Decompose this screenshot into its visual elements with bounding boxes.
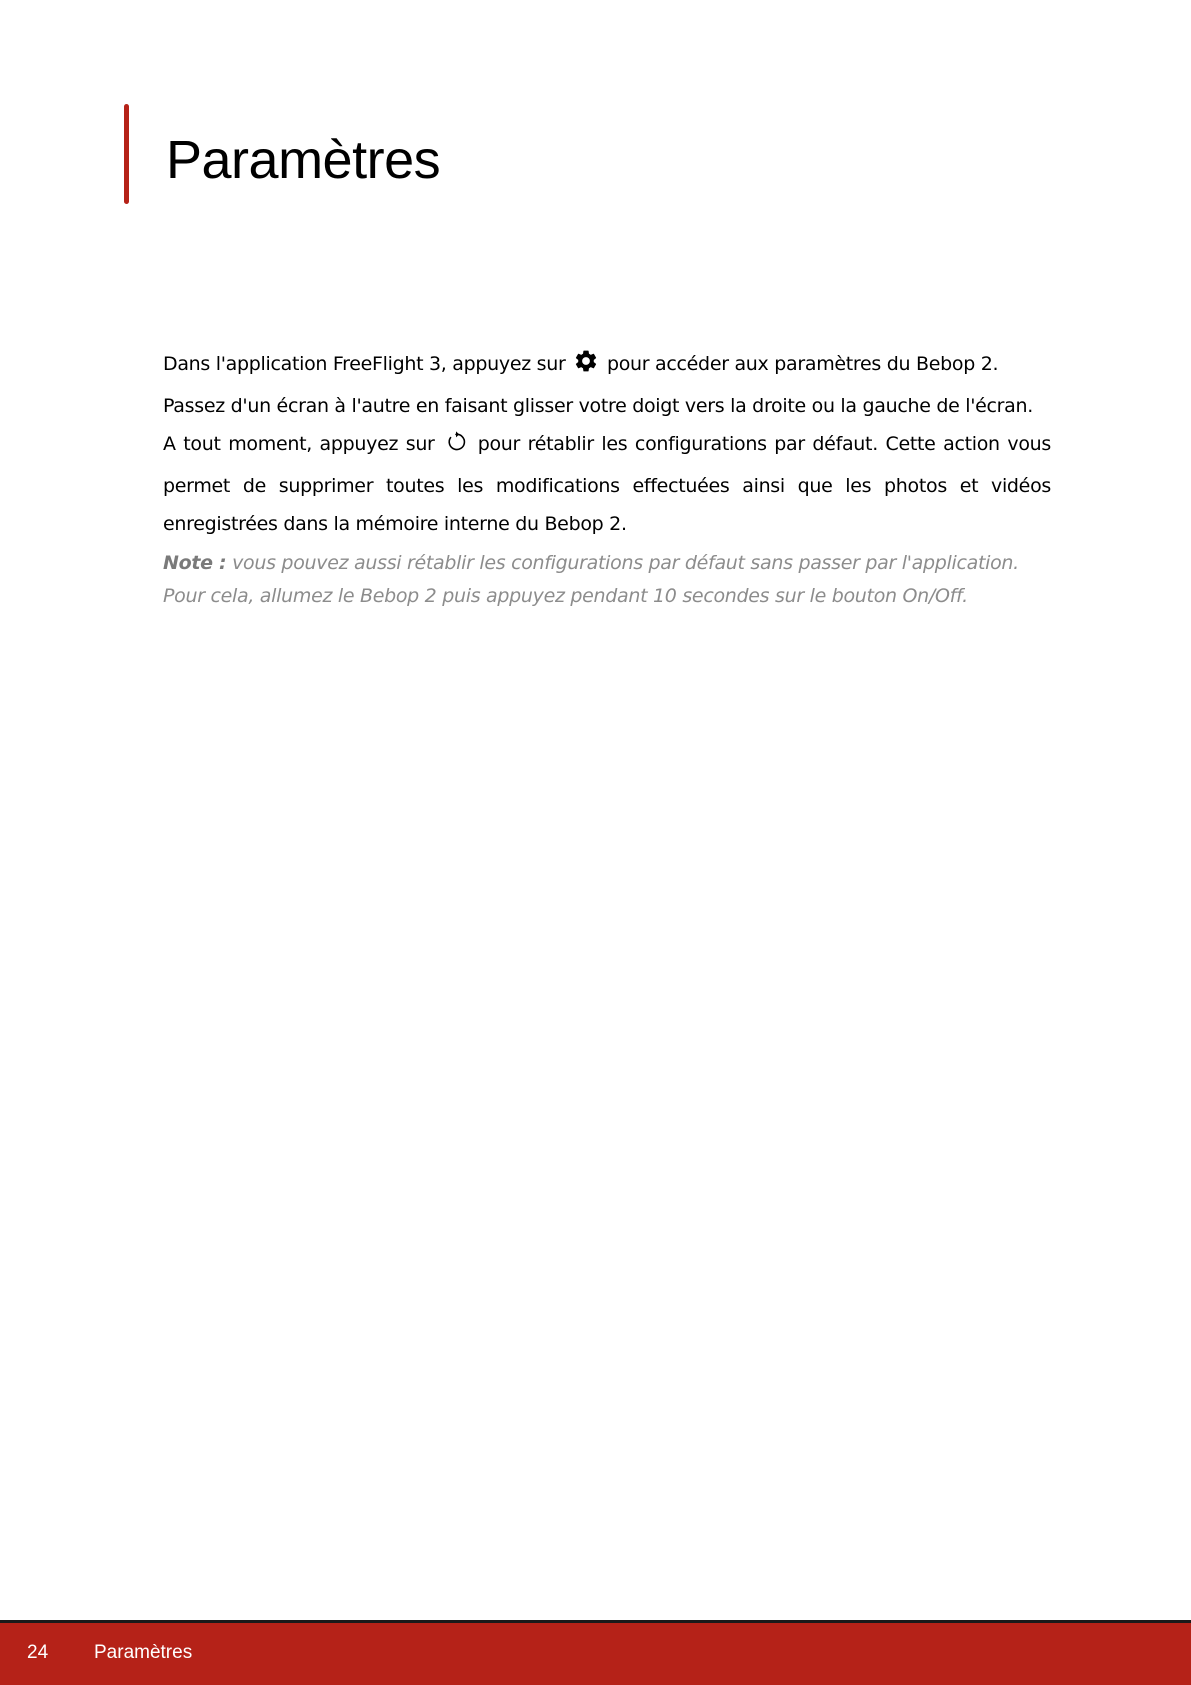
- paragraph-text: Dans l'application FreeFlight 3, appuyez sur: [163, 353, 572, 375]
- paragraph-swipe: Passez d'un écran à l'autre en faisant glisser votre doigt vers la droite ou la gauche de l'écran.: [163, 395, 1034, 417]
- reset-icon: [444, 429, 468, 467]
- note: [163, 547, 1051, 613]
- paragraph-text: A tout moment, appuyez sur: [163, 433, 443, 455]
- gear-icon: [573, 348, 599, 387]
- page-number: 24: [27, 1642, 49, 1663]
- paragraph-reset: [163, 425, 1051, 543]
- paragraph-text: pour rétablir les configurations par défaut. Cette action vous permet de supprimer toutes les modifications effectuées ainsi que les photos et vidéos enregistrées dans la mémoire interne du Bebop 2.: [163, 433, 1051, 535]
- footer-section-title: Paramètres: [94, 1642, 193, 1663]
- title-accent-bar: [124, 104, 129, 204]
- paragraph-text: pour accéder aux paramètres du Bebop 2.: [601, 353, 999, 375]
- paragraph-settings-access: [163, 345, 1051, 387]
- page-footer: [0, 1623, 1191, 1685]
- main-content: [163, 345, 1051, 613]
- page-title: Paramètres: [166, 130, 441, 190]
- note-text: vous pouvez aussi rétablir les configurations par défaut sans passer par l'application. Pour cela, allumez le Bebop 2 puis appuyez pendant 10 secondes sur le bouton On/Off.: [163, 552, 1019, 607]
- note-label: Note :: [163, 552, 227, 574]
